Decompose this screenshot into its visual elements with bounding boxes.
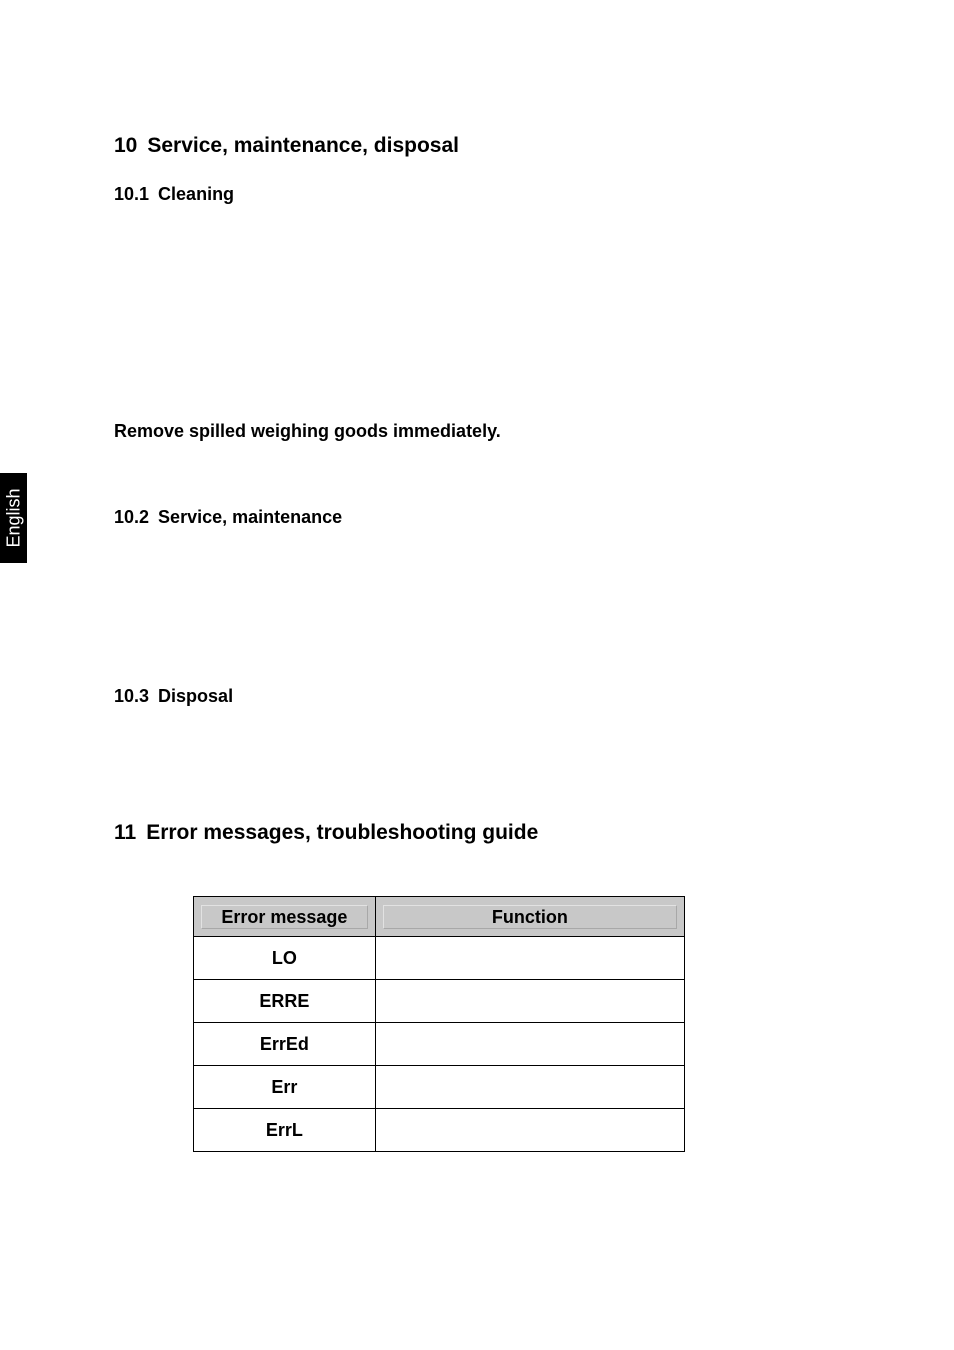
table-header-row (194, 897, 685, 937)
error-code-cell: ErrL (194, 1109, 376, 1152)
function-cell (375, 1109, 684, 1152)
section-10-3-heading (114, 686, 233, 707)
section-10-1-heading (114, 184, 234, 205)
table-row (194, 1023, 685, 1066)
section-number: 10.3 (114, 686, 150, 706)
function-cell (375, 1023, 684, 1066)
section-title: Cleaning (158, 184, 235, 204)
section-title: Service, maintenance (158, 507, 343, 527)
function-cell (375, 937, 684, 980)
function-cell (375, 1066, 684, 1109)
table-row (194, 1109, 685, 1152)
header-function: Function (375, 897, 684, 937)
section-number: 10 (114, 134, 138, 157)
table-row (194, 980, 685, 1023)
cleaning-note: Remove spilled weighing goods immediately. (114, 421, 501, 441)
header-error-message: Error message (194, 897, 376, 937)
language-side-tab (0, 473, 27, 563)
error-code-cell: ERRE (194, 980, 376, 1023)
error-code-cell: ErrEd (194, 1023, 376, 1066)
section-number: 10.2 (114, 507, 150, 527)
section-title: Disposal (158, 686, 234, 706)
section-number: 10.1 (114, 184, 150, 204)
error-code-cell: Err (194, 1066, 376, 1109)
section-title: Service, maintenance, disposal (147, 134, 459, 157)
section-number: 11 (114, 821, 137, 844)
section-10-2-heading (114, 507, 342, 528)
error-code-cell: LO (194, 937, 376, 980)
error-messages-table (193, 896, 685, 1152)
function-cell (375, 980, 684, 1023)
section-title: Error messages, troubleshooting guide (146, 821, 539, 844)
table-row (194, 937, 685, 980)
section-10-heading (114, 134, 459, 158)
table-row (194, 1066, 685, 1109)
language-label: English (3, 488, 23, 548)
section-11-heading (114, 821, 538, 845)
